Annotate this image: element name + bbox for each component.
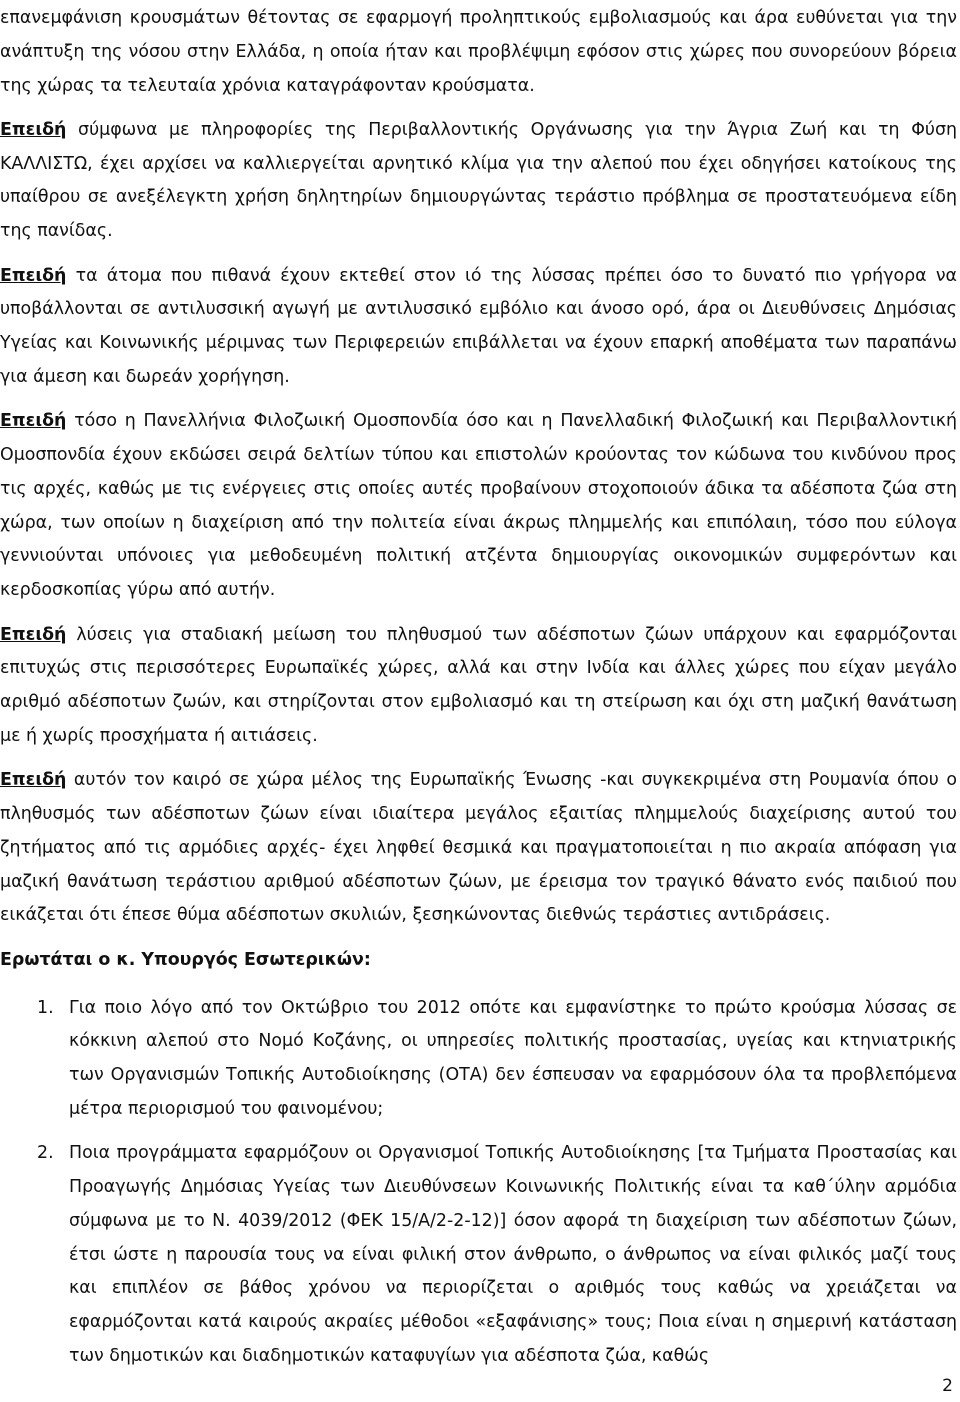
paragraph-1 [0, 114, 957, 249]
paragraph-keyword: Επειδή [0, 265, 67, 286]
question-heading: Ερωτάται ο κ. Υπουργός Εσωτερικών: [0, 949, 371, 970]
question-text: Για ποιο λόγο από τον Οκτώβριο του 2012 οπότε και εμφανίστηκε το πρώτο κρούσμα λύσσας σε κόκκινη αλεπού στο Νομό Κοζάνης, οι υπηρεσίες πολιτικής προστασίας, υγείας και κτηνιατρικής των Οργανισμών Τοπικής Αυτοδιοίκησης (ΟΤΑ) δεν έσπευσαν να εφαρμόσουν όλα τα προβλεπόμενα μέτρα περιορισμού του φαινομένου; [69, 997, 957, 1119]
paragraph-text: λύσεις για σταδιακή μείωση του πληθυσμού των αδέσποτων ζώων υπάρχουν και εφαρμόζονται επιτυχώς στις περισσότερες Ευρωπαϊκές χώρες, αλλά και στην Ινδία και άλλες χώρες που είχαν μεγάλο αριθμό αδέσποτων ζωών, και στηρίζονται στον εμβολιασμό και τη στείρωση και όχι στη μαζική θανάτωση με ή χωρίς προσχήματα ή αιτιάσεις. [0, 624, 957, 746]
paragraph-2 [0, 260, 957, 395]
question-number: 2. [37, 1143, 54, 1164]
paragraph-keyword: Επειδή [0, 770, 67, 791]
paragraph-5 [0, 764, 957, 933]
paragraph-keyword: Επειδή [0, 119, 67, 140]
document-body [0, 2, 957, 1384]
intro-paragraph [0, 2, 957, 103]
page-number: 2 [942, 1376, 953, 1396]
paragraph-3 [0, 405, 957, 608]
question-number: 1. [37, 997, 54, 1018]
paragraph-keyword: Επειδή [0, 624, 67, 645]
paragraph-4 [0, 619, 957, 754]
question-item [0, 992, 957, 1127]
paragraph-text: σύμφωνα με πληροφορίες της Περιβαλλοντικής Οργάνωσης για την Άγρια Ζωή και τη Φύση ΚΑΛΛΙΣΤΩ, έχει αρχίσει να καλλιεργείται αρνητικό κλίμα για την αλεπού που έχει οδηγήσει κατοίκους της υπαίθρου σε ανεξέλεγκτη χρήση δηλητηρίων δημιουργώντας τεράστιο πρόβλημα σε προστατευόμενα είδη της πανίδας. [0, 119, 957, 242]
intro-text: επανεμφάνιση κρουσμάτων θέτοντας σε εφαρμογή προληπτικούς εμβολιασμούς και άρα ευθύνεται για την ανάπτυξη της νόσου στην Ελλάδα, η οποία ήταν και προβλέψιμη εφόσον στις χώρες που συνορεύουν βόρεια της χώρας τα τελευταία χρόνια καταγράφονταν κρούσματα. [0, 8, 957, 96]
paragraph-text: αυτόν τον καιρό σε χώρα μέλος της Ευρωπαϊκής Ένωσης -και συγκεκριμένα στη Ρουμανία όπου ο πληθυσμός των αδέσποτων ζώων είναι ιδιαίτερα μεγάλος εξαιτίας πλημμελούς διαχείρισης αυτού του ζητήματος από τις αρμόδιες αρχές- έχει ληφθεί θεσμικά και πραγματοποιείται η πιο ακραία απόφαση για μαζική θανάτωση τεράστιου αριθμού αδέσποτων ζώων, με έρεισμα τον τραγικό θάνατο ενός παιδιού που εικάζεται ότι έπεσε θύμα αδέσποτων σκυλιών, ξεσηκώνοντας διεθνώς τεράστιες αντιδράσεις. [0, 770, 957, 926]
question-item [0, 1137, 957, 1374]
question-list [0, 992, 957, 1374]
paragraph-text: τα άτομα που πιθανά έχουν εκτεθεί στον ιό της λύσσας πρέπει όσο το δυνατό πιο γρήγορα να υποβάλλονται σε αντιλυσσική αγωγή με αντιλυσσικό εμβόλιο και άνοσο ορό, άρα οι Διευθύνσεις Δημόσιας Υγείας και Κοινωνικής μέριμνας των Περιφερειών επιβάλλεται να έχουν επαρκή αποθέματα των παραπάνω για άμεση και δωρεάν χορήγηση. [0, 265, 957, 387]
question-text: Ποια προγράμματα εφαρμόζουν οι Οργανισμοί Τοπικής Αυτοδιοίκησης [τα Τμήματα Προστασίας και Προαγωγής Δημόσιας Υγείας των Διευθύνσεων Κοινωνικής Πολιτικής είναι τα καθ΄ύλην αρμόδια σύμφωνα με το Ν. 4039/2012 (ΦΕΚ 15/Α/2-2-12)] όσον αφορά τη διαχείριση των αδέσποτων ζώων, έτσι ώστε η παρουσία τους να είναι φιλική στον άνθρωπο, ο άνθρωπος να είναι φιλικός μαζί τους και επιπλέον σε βάθος χρόνου να περιορίζεται ο αριθμός τους καθώς να χρειάζεται να εφαρμόζονται κατά καιρούς ακραίες μέθοδοι «εξαφάνισης» τους; Ποια είναι η σημερινή κατάσταση των δημοτικών και διαδημοτικών καταφυγίων για αδέσποτα ζώα, καθώς [69, 1143, 957, 1366]
paragraph-text: τόσο η Πανελλήνια Φιλοζωική Ομοσπονδία όσο και η Πανελλαδική Φιλοζωική και Περιβαλλοντική Ομοσπονδία έχουν εκδώσει σειρά δελτίων τύπου και επιστολών κρούοντας τον κώδωνα του κινδύνου προς τις αρχές, καθώς με τις ενέργειες στις οποίες αυτές προβαίνουν στοχοποιούν άδικα τα αδέσποτα ζώα στη χώρα, των οποίων η διαχείριση από την πολιτεία είναι άκρως πλημμελής και επιπόλαιη, τόσο που εύλογα γεννιούνται υπόνοιες για μεθοδευμένη πολιτική ατζέντα δημιουργίας οικονομικών συμφερόντων και κερδοσκοπίας γύρω από αυτήν. [0, 411, 957, 601]
paragraph-keyword: Επειδή [0, 411, 67, 432]
